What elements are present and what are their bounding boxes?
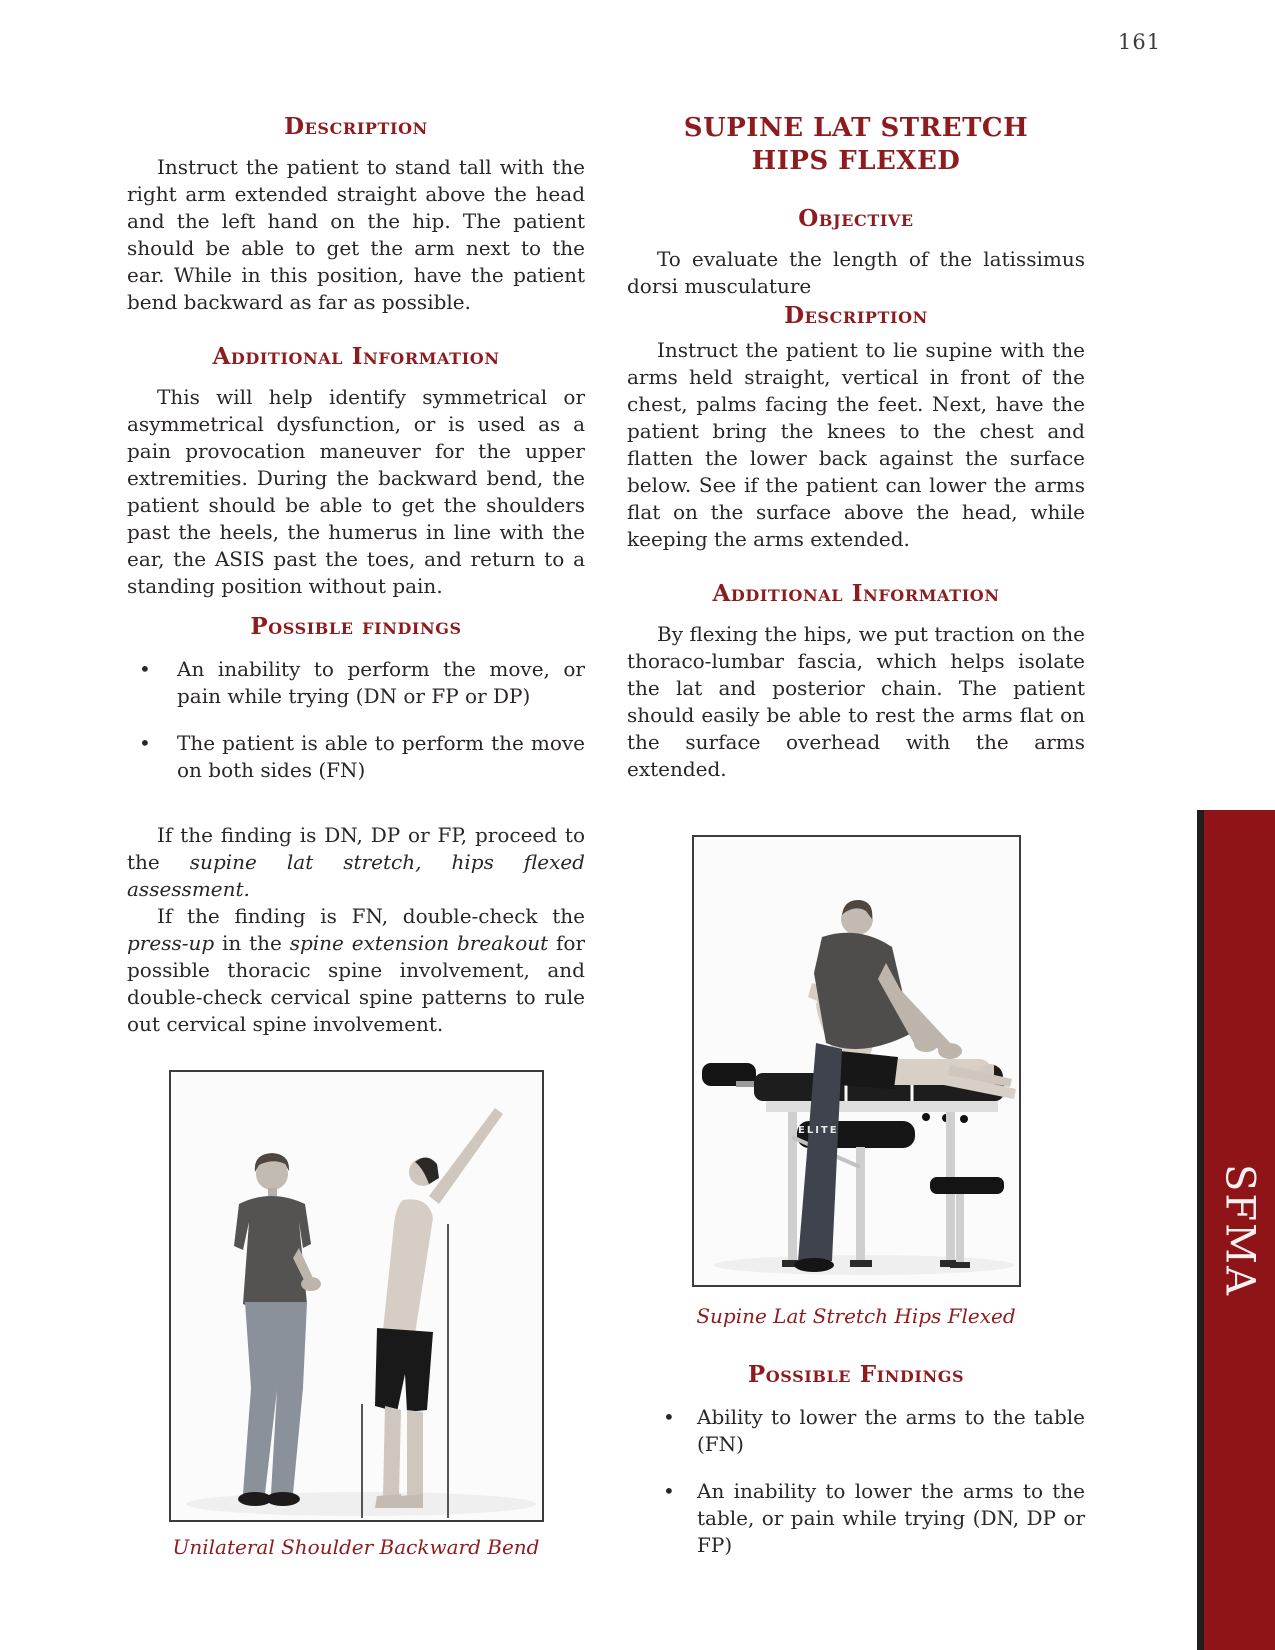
additional-information-paragraph: This will help identify symmetrical or asymmetrical dysfunction, or is used as a pain provocation maneuver for the upper extremities. During the backward bend, the patient should be able to get the shoulders past the heels, the humerus in line with the ear, the ASIS past the toes, and return to a standing position without pain. [127, 385, 585, 598]
figure-caption: Unilateral Shoulder Backward Bend [172, 1535, 540, 1559]
sfma-tab-label: SFMA [1216, 1163, 1263, 1297]
left-column [127, 112, 585, 1559]
title-line-1: SUPINE LAT STRETCH [683, 113, 1029, 143]
photo-illustration [694, 837, 1019, 1285]
section-heading-possible-findings: Possible findings [250, 613, 462, 640]
figure-unilateral-shoulder-backward-bend [127, 1070, 585, 1559]
table-brand-label: ELITE [797, 1125, 839, 1136]
section-heading-objective: Objective [798, 205, 914, 232]
sfma-section-tab [1197, 810, 1275, 1650]
section-heading-possible-findings: Possible Findings [747, 1361, 965, 1388]
section-heading-description: Description [284, 113, 428, 140]
double-check-paragraph: If the finding is FN, double-check the press-up in the spine extension breakout for possible thoracic spine involvement, and double-check cervical spine patterns to rule out cervical spine involvement. [127, 904, 585, 1036]
proceed-paragraph: If the finding is DN, DP or FP, proceed to the supine lat stretch, hips flexed assessment. [127, 823, 585, 901]
description-paragraph: Instruct the patient to stand tall with the right arm extended straight above the head and the left hand on the hip. The patient should be able to get the arm next to the ear. While in this position, have the patient bend backward as far as possible. [127, 155, 585, 314]
section-heading-description: Description [784, 302, 928, 329]
description-paragraph: Instruct the patient to lie supine with the arms held straight, vertical in front of the chest, palms facing the feet. Next, have the patient bring the knees to the chest and flatten the lower back against the surface below. See if the patient can lower the arms flat on the surface above the head, while keeping the arms extended. [627, 338, 1085, 551]
photo-illustration [171, 1072, 542, 1520]
section-heading-additional-information: Additional Information [212, 343, 500, 370]
right-column [627, 112, 1085, 1579]
figure-supine-lat-stretch [627, 835, 1085, 1328]
page-title [627, 112, 1085, 178]
finding-item: • The patient is able to perform the move on both sides (FN) [127, 730, 585, 784]
possible-findings-list [627, 1404, 1085, 1559]
possible-findings-list [127, 656, 585, 784]
title-line-2: HIPS FLEXED [751, 146, 961, 176]
section-heading-additional-information: Additional Information [712, 580, 1000, 607]
additional-information-paragraph: By flexing the hips, we put traction on the thoraco-lumbar fascia, which helps isolate the lat and posterior chain. The patient should easily be able to rest the arms flat on the surface overhead with the arms extended. [627, 622, 1085, 781]
objective-paragraph: To evaluate the length of the latissimus dorsi musculature [627, 247, 1085, 298]
finding-item: • Ability to lower the arms to the table (FN) [627, 1404, 1085, 1458]
supine-lat-stretch-photo [692, 835, 1021, 1287]
finding-item: • An inability to perform the move, or pain while trying (DN or FP or DP) [127, 656, 585, 710]
unilateral-shoulder-backward-bend-photo [169, 1070, 544, 1522]
finding-item: • An inability to lower the arms to the table, or pain while trying (DN, DP or FP) [627, 1478, 1085, 1559]
page-number: 161 [1118, 30, 1162, 54]
figure-caption: Supine Lat Stretch Hips Flexed [696, 1304, 1016, 1328]
